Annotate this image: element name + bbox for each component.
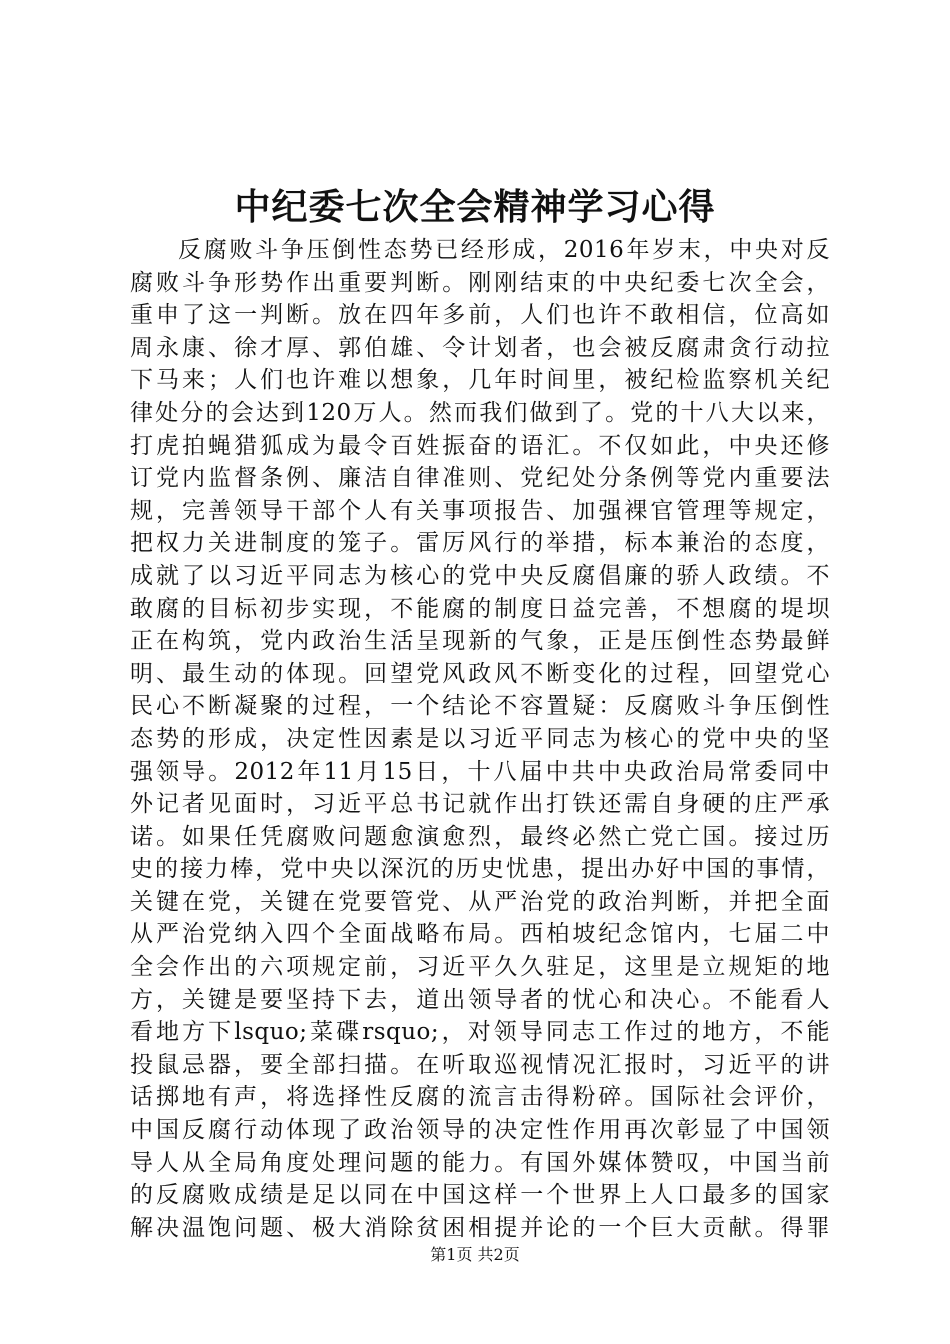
paragraph-line: 下马来；人们也许难以想象，几年时间里，被纪检监察机关纪 [130,367,830,394]
paragraph-line: 中国反腐行动体现了政治领导的决定性作用再次彰显了中国领 [130,1117,830,1144]
paragraph-line: 敢腐的目标初步实现，不能腐的制度日益完善，不想腐的堤坝 [130,595,830,622]
paragraph-line: 解决温饱问题、极大消除贫困相提并论的一个巨大贡献。得罪 [130,1214,830,1241]
paragraph-line: 律处分的会达到120万人。然而我们做到了。党的十八大以来， [130,399,830,426]
paragraph-line: 的反腐败成绩是足以同在中国这样一个世界上人口最多的国家 [130,1182,830,1209]
paragraph-line: 史的接力棒，党中央以深沉的历史忧患，提出办好中国的事情， [130,856,830,883]
paragraph-line: 正在构筑，党内政治生活呈现新的气象，正是压倒性态势最鲜 [130,628,830,655]
paragraph-line: 强领导。2012年11月15日，十八届中共中央政治局常委同中 [130,758,830,785]
page-footer: 第1页 共2页 [430,1245,520,1264]
paragraph-line: 方，关键是要坚持下去，道出领导者的忧心和决心。不能看人 [130,986,830,1013]
paragraph-line: 话掷地有声，将选择性反腐的流言击得粉碎。国际社会评价， [130,1084,830,1111]
paragraph-line: 周永康、徐才厚、郭伯雄、令计划者，也会被反腐肃贪行动拉 [130,334,830,361]
paragraph-line: 民心不断凝聚的过程，一个结论不容置疑：反腐败斗争压倒性 [130,693,830,720]
paragraph-line: 把权力关进制度的笼子。雷厉风行的举措，标本兼治的态度， [130,530,830,557]
paragraph-line: 态势的形成，决定性因素是以习近平同志为核心的党中央的坚 [130,725,830,752]
paragraph-line: 打虎拍蝇猎狐成为最令百姓振奋的语汇。不仅如此，中央还修 [130,432,830,459]
paragraph-line: 订党内监督条例、廉洁自律准则、党纪处分条例等党内重要法 [130,465,830,492]
paragraph-line: 从严治党纳入四个全面战略布局。西柏坡纪念馆内，七届二中 [130,921,830,948]
document-title: 中纪委七次全会精神学习心得 [234,187,716,228]
paragraph-line: 投鼠忌器，要全部扫描。在听取巡视情况汇报时，习近平的讲 [130,1051,830,1078]
paragraph-line: 反腐败斗争压倒性态势已经形成，2016年岁末，中央对反 [178,237,830,263]
paragraph-line: 关键在党，关键在党要管党、从严治党的政治判断，并把全面 [130,888,830,915]
body-paragraph [130,234,830,1244]
paragraph-line: 成就了以习近平同志为核心的党中央反腐倡廉的骄人政绩。不 [130,562,830,589]
paragraph-line: 规，完善领导干部个人有关事项报告、加强裸官管理等规定， [130,497,830,524]
paragraph-line: 看地方下lsquo;菜碟rsquo;，对领导同志工作过的地方，不能 [130,1019,830,1046]
paragraph-line: 诺。如果任凭腐败问题愈演愈烈，最终必然亡党亡国。接过历 [130,823,830,850]
paragraph-line: 导人从全局角度处理问题的能力。有国外媒体赞叹，中国当前 [130,1149,830,1176]
paragraph-line: 外记者见面时，习近平总书记就作出打铁还需自身硬的庄严承 [130,791,830,818]
paragraph-line: 全会作出的六项规定前，习近平久久驻足，这里是立规矩的地 [130,954,830,981]
paragraph-line: 明、最生动的体现。回望党风政风不断变化的过程，回望党心 [130,660,830,687]
paragraph-line: 腐败斗争形势作出重要判断。刚刚结束的中央纪委七次全会， [130,269,830,296]
paragraph-line: 重申了这一判断。放在四年多前，人们也许不敢相信，位高如 [130,302,830,329]
